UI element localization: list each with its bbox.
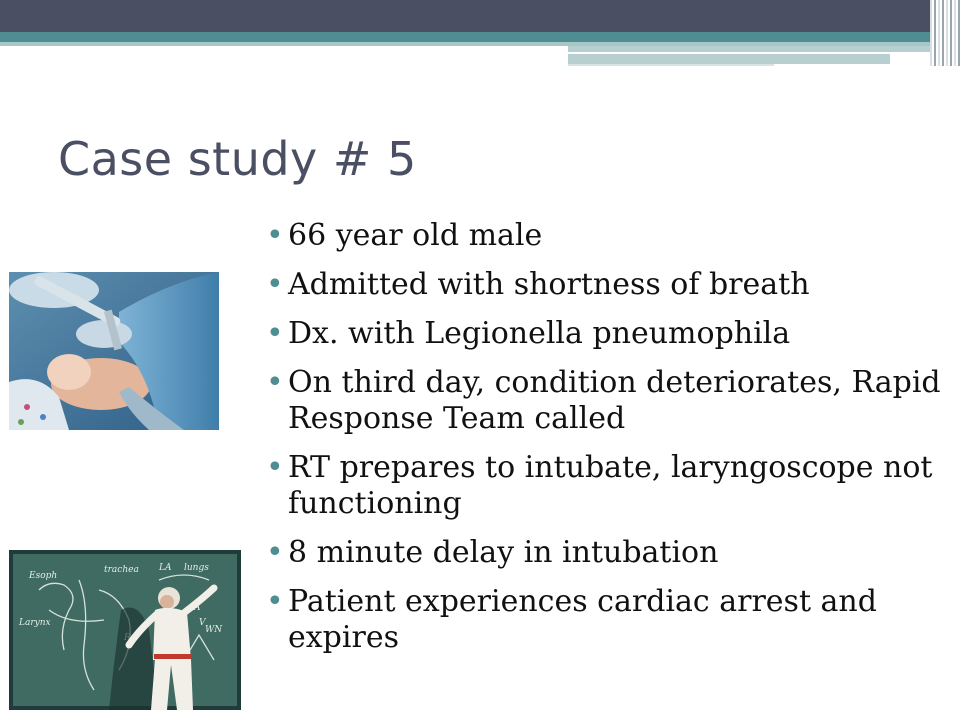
bullet-item: • On third day, condition deteriorates, Rapid Response Team called xyxy=(266,365,946,437)
bullet-item: • RT prepares to intubate, laryngoscope not functioning xyxy=(266,450,946,522)
svg-text:Larynx: Larynx xyxy=(19,618,51,628)
header-band-teal xyxy=(0,32,960,42)
bullet-item: • Admitted with shortness of breath xyxy=(266,267,946,303)
svg-text:lungs: lungs xyxy=(184,563,209,573)
header-stripes xyxy=(930,0,960,66)
slide-title: Case study # 5 xyxy=(58,132,417,186)
svg-text:A: A xyxy=(194,603,201,613)
bullet-item: • Dx. with Legionella pneumophila xyxy=(266,316,946,352)
header-band-dark xyxy=(0,0,960,32)
svg-text:WN: WN xyxy=(205,625,223,635)
bullet-item: • 66 year old male xyxy=(266,218,946,254)
svg-text:V: V xyxy=(199,618,206,628)
header-accent-bar-lower xyxy=(568,54,890,64)
intubation-photo xyxy=(9,272,219,430)
bullet-item: • Patient experiences cardiac arrest and expires xyxy=(266,584,946,656)
svg-text:LA: LA xyxy=(159,563,172,573)
svg-text:trachea: trachea xyxy=(104,565,139,575)
header-accent-bar-short xyxy=(568,64,774,66)
chalkboard-lecture-photo xyxy=(9,550,241,710)
bullet-item: • 8 minute delay in intubation xyxy=(266,535,946,571)
svg-text:Esoph: Esoph xyxy=(29,571,58,581)
bullet-list xyxy=(266,218,946,669)
